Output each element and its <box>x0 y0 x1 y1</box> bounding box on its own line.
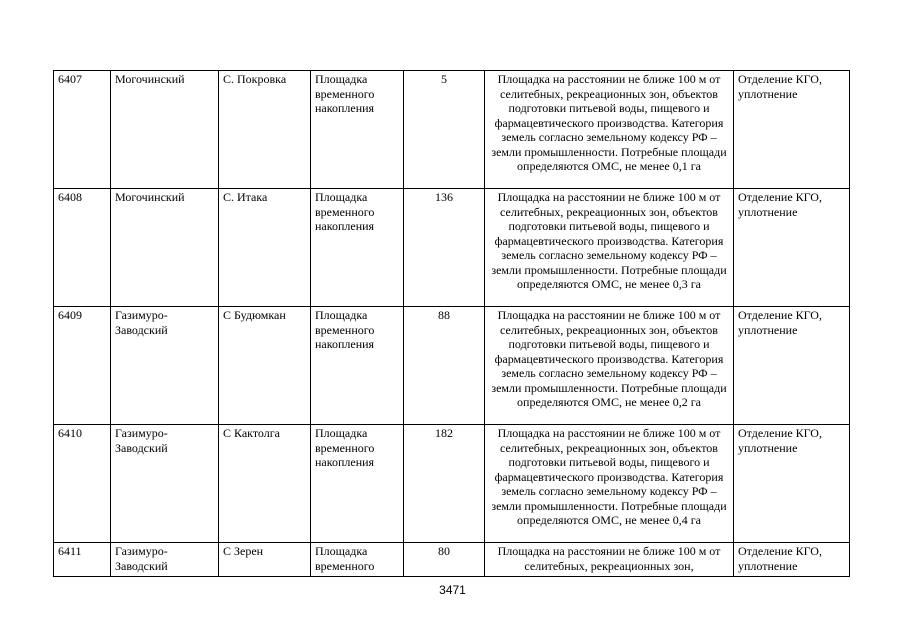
table-row <box>54 71 850 189</box>
table-row <box>54 425 850 543</box>
site-count: 80 <box>438 544 450 558</box>
table-row <box>54 189 850 307</box>
site-count: 182 <box>404 425 485 543</box>
site-type: Площадка временного накопления <box>311 425 404 543</box>
site-type: Площадка временного <box>315 544 375 573</box>
site-actions: Отделение КГО, уплотнение <box>734 425 850 543</box>
district-name: Газимуро-Заводский <box>115 544 168 573</box>
site-actions: Отделение КГО, уплотнение <box>734 189 850 307</box>
site-code: 6410 <box>54 425 111 543</box>
site-code: 6408 <box>54 189 111 307</box>
site-type: Площадка временного накопления <box>311 189 404 307</box>
site-requirements: Площадка на расстоянии не ближе 100 м от селитебных, рекреационных зон, объектов подготовки питьевой воды, пищевого и фармацевтического производства. Категория земель согласно земельному кодексу РФ – земли промышленности. Потребные площади определяются ОМС, не менее 0,1 га <box>485 71 734 189</box>
site-code: 6407 <box>54 71 111 189</box>
settlement-name: С. Итака <box>219 189 311 307</box>
district-name: Газимуро-Заводский <box>111 425 219 543</box>
table-row <box>54 543 850 577</box>
site-actions: Отделение КГО, уплотнение <box>738 544 822 573</box>
site-actions: Отделение КГО, уплотнение <box>734 307 850 425</box>
district-name: Газимуро-Заводский <box>111 307 219 425</box>
settlement-name: С. Покровка <box>219 71 311 189</box>
district-name: Могочинский <box>111 71 219 189</box>
table-row <box>54 307 850 425</box>
site-actions: Отделение КГО, уплотнение <box>734 71 850 189</box>
page-number: 3471 <box>439 583 466 597</box>
site-type: Площадка временного накопления <box>311 71 404 189</box>
settlement-name: С Будюмкан <box>219 307 311 425</box>
settlement-name: С Кактолга <box>219 425 311 543</box>
site-count: 88 <box>404 307 485 425</box>
site-type: Площадка временного накопления <box>311 307 404 425</box>
site-requirements: Площадка на расстоянии не ближе 100 м от селитебных, рекреационных зон, объектов подготовки питьевой воды, пищевого и фармацевтического производства. Категория земель согласно земельному кодексу РФ – земли промышленности. Потребные площади определяются ОМС, не менее 0,4 га <box>485 425 734 543</box>
site-requirements: Площадка на расстоянии не ближе 100 м от селитебных, рекреационных зон, объектов подготовки питьевой воды, пищевого и фармацевтического производства. Категория земель согласно земельному кодексу РФ – земли промышленности. Потребные площади определяются ОМС, не менее 0,2 га <box>485 307 734 425</box>
site-count: 5 <box>404 71 485 189</box>
site-code: 6411 <box>58 544 82 558</box>
district-name: Могочинский <box>111 189 219 307</box>
site-code: 6409 <box>54 307 111 425</box>
site-count: 136 <box>404 189 485 307</box>
waste-sites-table <box>53 70 850 577</box>
site-requirements: Площадка на расстоянии не ближе 100 м от селитебных, рекреационных зон, <box>497 544 721 573</box>
site-requirements: Площадка на расстоянии не ближе 100 м от селитебных, рекреационных зон, объектов подготовки питьевой воды, пищевого и фармацевтического производства. Категория земель согласно земельному кодексу РФ – земли промышленности. Потребные площади определяются ОМС, не менее 0,3 га <box>485 189 734 307</box>
settlement-name: С Зерен <box>223 544 264 558</box>
